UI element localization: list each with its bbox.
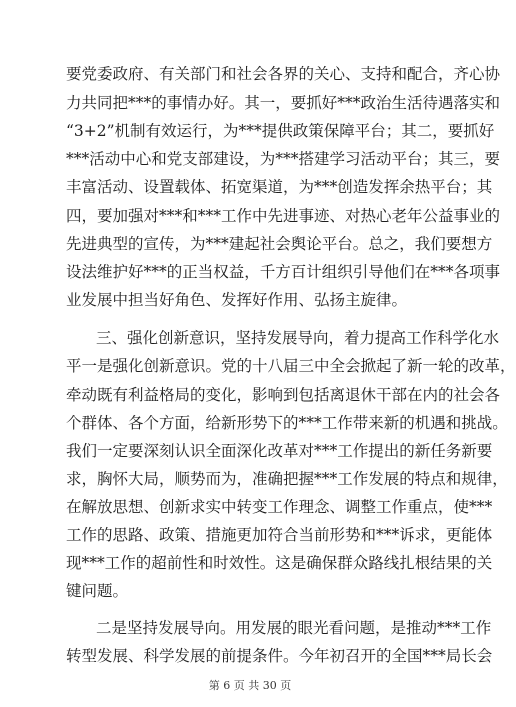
paragraph-2-line-10: 键问题。: [66, 582, 129, 600]
paragraph-1-line-1: 要党委政府、有关部门和社会各界的关心、支持和配合，齐心协: [66, 65, 501, 83]
paragraph-2-line-3: 牵动既有利益格局的变化，影响到包括离退休干部在内的社会各: [66, 386, 501, 404]
paragraph-1-line-8: 设法维护好***的正当权益，千方百计组织引导他们在***各项事: [66, 263, 501, 281]
paragraph-1-line-5: 丰富活动、设置载体、拓宽渠道，为***创造发挥余热平台；其: [66, 178, 493, 196]
paragraph-2-line-9: 现***工作的超前性和时效性。这是确保群众路线扎根结果的关: [66, 554, 493, 572]
paragraph-2-line-5: 我们一定要深刻认识全面深化改革对***工作提出的新任务新要: [66, 442, 493, 460]
paragraph-2-line-6: 求，胸怀大局，顺势而为，准确把握***工作发展的特点和规律，: [66, 470, 508, 488]
paragraph-2-line-8: 工作的思路、政策、措施更加符合当前形势和***诉求，更能体: [66, 526, 493, 544]
paragraph-1-line-6: 四，要加强对***和***工作中先进事迹、对热心老年公益事业的: [66, 207, 501, 225]
paragraph-2-line-7: 在解放思想、创新求实中转变工作理念、调整工作重点，使***: [66, 498, 493, 516]
paragraph-1-line-2: 力共同把***的事情办好。其一，要抓好***政治生活待遇落实和: [66, 94, 501, 112]
paragraph-2-line-4: 个群体、各个方面，给新形势下的***工作带来新的机遇和挑战。: [66, 414, 508, 432]
paragraph-1-line-9: 业发展中担当好角色、发挥好作用、弘扬主旋律。: [66, 291, 408, 309]
paragraph-1-line-7: 先进典型的宣传，为***建起社会舆论平台。总之，我们要想方: [66, 235, 493, 253]
paragraph-2-line-2: 平一是强化创新意识。党的十八届三中全会掀起了新一轮的改革，: [66, 357, 516, 375]
paragraph-1-line-3: “3+2”机制有效运行，为***提供政策保障平台；其二，要抓好: [66, 122, 495, 140]
paragraph-2-line-1: 三、强化创新意识，坚持发展导向，着力提高工作科学化水: [96, 329, 500, 347]
paragraph-3-line-2: 转型发展、科学发展的前提条件。今年初召开的全国***局长会: [66, 647, 493, 665]
paragraph-3-line-1: 二是坚持发展导向。用发展的眼光看问题，是推动***工作: [96, 619, 492, 637]
paragraph-1-line-4: ***活动中心和党支部建设，为***搭建学习活动平台；其三，要: [66, 150, 501, 168]
page-number-footer: 第 6 页 共 30 页: [208, 679, 292, 692]
